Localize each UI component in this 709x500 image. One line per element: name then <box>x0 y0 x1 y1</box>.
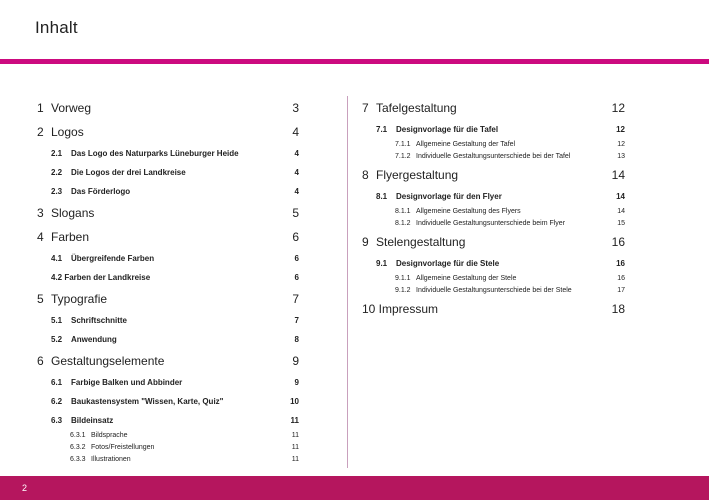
toc-entry-label: Schriftschnitte <box>71 316 128 325</box>
toc-entry-page: 7 <box>294 316 299 325</box>
toc-entry-label: Designvorlage für den Flyer <box>396 192 502 201</box>
toc-entry-page: 6 <box>294 254 299 263</box>
toc-entry-level-3[interactable] <box>37 442 299 454</box>
toc-entry-number: 2.3 <box>51 187 63 196</box>
toc-entry-page: 16 <box>616 259 625 268</box>
toc-entry-page: 12 <box>617 141 625 148</box>
toc-entry-page: 11 <box>290 416 299 425</box>
toc-entry-label: Tafelgestaltung <box>376 101 457 115</box>
page-title: Inhalt <box>35 18 78 37</box>
toc-entry-label: Allgemeine Gestaltung des Flyers <box>416 208 521 215</box>
toc-entry-level-2[interactable] <box>37 182 299 201</box>
toc-entry-label: Slogans <box>51 206 95 220</box>
toc-entry-level-1[interactable] <box>37 120 299 144</box>
toc-entry-page: 18 <box>611 302 625 316</box>
toc-entry-label: Stelengestaltung <box>376 235 466 249</box>
toc-entry-number: 1 <box>37 101 44 115</box>
toc-entry-level-1[interactable] <box>37 201 299 225</box>
column-divider <box>347 96 348 468</box>
toc-entry-number: 9 <box>362 235 369 249</box>
toc-entry-label: Farben <box>51 230 90 244</box>
toc-entry-number: 7.1 <box>376 125 388 134</box>
toc-column-right <box>362 96 625 321</box>
toc-entry-page: 11 <box>291 432 299 439</box>
toc-entry-level-1[interactable] <box>37 349 299 373</box>
toc-entry-number: 7 <box>362 101 369 115</box>
toc-entry-label: Die Logos der drei Landkreise <box>71 168 186 177</box>
toc-entry-label: Designvorlage für die Stele <box>396 259 500 268</box>
toc-entry-number: 3 <box>37 206 44 220</box>
toc-entry-page: 5 <box>292 206 299 220</box>
toc-entry-number: 2.2 <box>51 168 63 177</box>
toc-entry-level-3[interactable] <box>362 151 625 163</box>
toc-entry-page: 3 <box>292 101 299 115</box>
toc-entry-number: 8.1.2 <box>395 220 411 227</box>
toc-entry-number: 8.1.1 <box>395 208 411 215</box>
toc-entry-label: 4.2 Farben der Landkreise <box>51 273 151 282</box>
toc-entry-level-2[interactable] <box>37 249 299 268</box>
toc-entry-page: 8 <box>294 335 299 344</box>
toc-entry-number: 8 <box>362 168 369 182</box>
toc-entry-page: 4 <box>294 168 299 177</box>
toc-entry-level-3[interactable] <box>362 206 625 218</box>
toc-entry-page: 6 <box>294 273 299 282</box>
toc-entry-number: 6 <box>37 354 44 368</box>
toc-entry-label: Flyergestaltung <box>376 168 459 182</box>
toc-entry-page: 14 <box>611 168 625 182</box>
toc-entry-number: 9.1.1 <box>395 275 411 282</box>
toc-entry-number: 9.1.2 <box>395 287 411 294</box>
toc-entry-number: 5 <box>37 292 44 306</box>
toc-entry-page: 4 <box>294 187 299 196</box>
toc-entry-number: 4 <box>37 230 44 244</box>
toc-entry-label: Gestaltungselemente <box>51 354 165 368</box>
toc-entry-level-1[interactable] <box>37 96 299 120</box>
toc-entry-page: 16 <box>611 235 625 249</box>
toc-entry-label: Designvorlage für die Tafel <box>396 125 499 134</box>
toc-entry-number: 4.1 <box>51 254 63 263</box>
toc-entry-label: Das Logo des Naturparks Lüneburger Heide <box>71 149 239 158</box>
toc-entry-number: 8.1 <box>376 192 388 201</box>
toc-entry-label: Das Förderlogo <box>71 187 131 196</box>
page-number: 2 <box>22 483 28 493</box>
toc-entry-level-1[interactable] <box>362 297 625 321</box>
toc-entry-number: 6.3.2 <box>70 444 86 451</box>
toc-entry-number: 5.2 <box>51 335 63 344</box>
toc-entry-page: 10 <box>290 397 299 406</box>
toc-entry-level-3[interactable] <box>362 139 625 151</box>
toc-entry-label: Übergreifende Farben <box>71 254 155 263</box>
toc-entry-level-2[interactable] <box>362 187 625 206</box>
header-accent-bar <box>0 59 709 64</box>
toc-entry-label: Anwendung <box>71 335 117 344</box>
toc-entry-level-1[interactable] <box>362 163 625 187</box>
toc-entry-page: 14 <box>616 192 625 201</box>
toc-entry-label: Typografie <box>51 292 108 306</box>
toc-entry-label: Allgemeine Gestaltung der Stele <box>416 275 517 282</box>
toc-entry-label: Vorweg <box>51 101 92 115</box>
toc-entry-page: 11 <box>291 456 299 463</box>
toc-entry-label: Individuelle Gestaltungsunterschiede bei der Stele <box>416 287 572 294</box>
toc-entry-label: Individuelle Gestaltungsunterschiede beim Flyer <box>416 220 566 227</box>
toc-entry-level-2[interactable] <box>37 373 299 392</box>
toc-entry-page: 9 <box>294 378 299 387</box>
toc-entry-number: 6.1 <box>51 378 63 387</box>
toc-entry-number: 5.1 <box>51 316 63 325</box>
toc-entry-label: Logos <box>51 125 84 139</box>
toc-entry-label: 10 Impressum <box>362 302 439 316</box>
toc-entry-label: Fotos/Freistellungen <box>91 444 155 451</box>
toc-entry-level-3[interactable] <box>37 430 299 442</box>
toc-entry-page: 11 <box>291 444 299 451</box>
toc-entry-page: 14 <box>617 208 625 215</box>
toc-entry-page: 9 <box>292 354 299 368</box>
toc-entry-level-2[interactable] <box>362 120 625 139</box>
toc-entry-label: Illustrationen <box>91 456 131 463</box>
toc-entry-level-2[interactable] <box>362 254 625 273</box>
toc-entry-page: 6 <box>292 230 299 244</box>
toc-entry-level-2[interactable] <box>37 163 299 182</box>
toc-entry-level-2[interactable] <box>37 330 299 349</box>
toc-entry-number: 2 <box>37 125 44 139</box>
toc-entry-level-3[interactable] <box>362 285 625 297</box>
toc-entry-label: Farbige Balken und Abbinder <box>71 378 183 387</box>
toc-entry-level-2[interactable] <box>37 268 299 287</box>
toc-entry-label: Individuelle Gestaltungsunterschiede bei der Tafel <box>416 153 571 160</box>
toc-entry-label: Bildeinsatz <box>71 416 114 425</box>
toc-entry-label: Baukastensystem "Wissen, Karte, Quiz" <box>71 397 224 406</box>
toc-entry-number: 7.1.1 <box>395 141 411 148</box>
toc-entry-page: 16 <box>617 275 625 282</box>
toc-entry-level-2[interactable] <box>37 144 299 163</box>
toc-entry-page: 12 <box>611 101 625 115</box>
toc-entry-level-3[interactable] <box>362 218 625 230</box>
toc-entry-level-1[interactable] <box>362 230 625 254</box>
toc-column-left <box>37 96 299 466</box>
toc-entry-level-2[interactable] <box>37 411 299 430</box>
toc-entry-level-2[interactable] <box>37 311 299 330</box>
toc-entry-page: 12 <box>616 125 625 134</box>
toc-entry-page: 7 <box>292 292 299 306</box>
toc-entry-level-3[interactable] <box>37 454 299 466</box>
toc-entry-number: 6.3.1 <box>70 432 86 439</box>
toc-entry-number: 6.3.3 <box>70 456 86 463</box>
toc-entry-level-1[interactable] <box>37 225 299 249</box>
toc-entry-number: 6.2 <box>51 397 63 406</box>
toc-entry-label: Bildsprache <box>91 432 128 439</box>
toc-entry-number: 6.3 <box>51 416 63 425</box>
toc-entry-number: 9.1 <box>376 259 388 268</box>
footer-bar <box>0 476 709 500</box>
toc-entry-level-3[interactable] <box>362 273 625 285</box>
toc-entry-number: 2.1 <box>51 149 63 158</box>
toc-entry-level-1[interactable] <box>37 287 299 311</box>
toc-entry-page: 17 <box>617 287 625 294</box>
toc-entry-page: 4 <box>294 149 299 158</box>
toc-entry-page: 13 <box>617 153 625 160</box>
toc-entry-level-1[interactable] <box>362 96 625 120</box>
toc-entry-page: 4 <box>292 125 299 139</box>
toc-entry-label: Allgemeine Gestaltung der Tafel <box>416 141 516 148</box>
toc-entry-level-2[interactable] <box>37 392 299 411</box>
toc-entry-page: 15 <box>617 220 625 227</box>
toc-entry-number: 7.1.2 <box>395 153 411 160</box>
